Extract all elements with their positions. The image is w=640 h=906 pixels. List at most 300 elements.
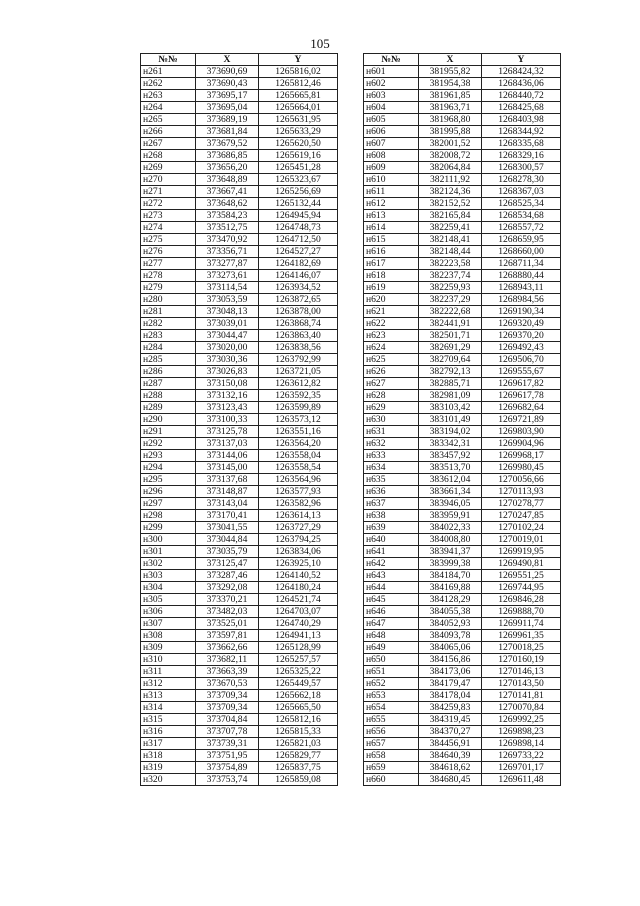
x-coordinate-cell: 383342,31 bbox=[419, 438, 482, 450]
y-coordinate-cell: 1263564,96 bbox=[259, 474, 338, 486]
y-coordinate-cell: 1263834,06 bbox=[259, 546, 338, 558]
point-number-cell: н298 bbox=[141, 510, 196, 522]
y-coordinate-cell: 1269980,45 bbox=[482, 462, 561, 474]
table-row bbox=[141, 390, 338, 402]
x-coordinate-cell: 382008,72 bbox=[419, 150, 482, 162]
point-number-cell: н627 bbox=[364, 378, 419, 390]
y-coordinate-cell: 1268329,16 bbox=[482, 150, 561, 162]
column-header-y: Y bbox=[482, 54, 561, 66]
point-number-cell: н637 bbox=[364, 498, 419, 510]
point-number-cell: н655 bbox=[364, 714, 419, 726]
x-coordinate-cell: 383101,49 bbox=[419, 414, 482, 426]
x-coordinate-cell: 373170,41 bbox=[196, 510, 259, 522]
x-coordinate-cell: 373053,59 bbox=[196, 294, 259, 306]
x-coordinate-cell: 373709,34 bbox=[196, 702, 259, 714]
table-row bbox=[141, 234, 338, 246]
x-coordinate-cell: 373686,85 bbox=[196, 150, 259, 162]
x-coordinate-cell: 383941,37 bbox=[419, 546, 482, 558]
table-row bbox=[364, 642, 561, 654]
column-header-number: №№ bbox=[141, 54, 196, 66]
x-coordinate-cell: 373020,00 bbox=[196, 342, 259, 354]
y-coordinate-cell: 1269888,70 bbox=[482, 606, 561, 618]
x-coordinate-cell: 384055,38 bbox=[419, 606, 482, 618]
table-row bbox=[141, 678, 338, 690]
table-row bbox=[141, 534, 338, 546]
y-coordinate-cell: 1268440,72 bbox=[482, 90, 561, 102]
point-number-cell: н274 bbox=[141, 222, 196, 234]
x-coordinate-cell: 373751,95 bbox=[196, 750, 259, 762]
table-row bbox=[364, 534, 561, 546]
column-header-number: №№ bbox=[364, 54, 419, 66]
y-coordinate-cell: 1270247,85 bbox=[482, 510, 561, 522]
x-coordinate-cell: 373030,36 bbox=[196, 354, 259, 366]
table-row bbox=[141, 474, 338, 486]
x-coordinate-cell: 381995,88 bbox=[419, 126, 482, 138]
point-number-cell: н262 bbox=[141, 78, 196, 90]
point-number-cell: н311 bbox=[141, 666, 196, 678]
y-coordinate-cell: 1269721,89 bbox=[482, 414, 561, 426]
x-coordinate-cell: 382222,68 bbox=[419, 306, 482, 318]
x-coordinate-cell: 383661,34 bbox=[419, 486, 482, 498]
table-row bbox=[364, 558, 561, 570]
point-number-cell: н657 bbox=[364, 738, 419, 750]
point-number-cell: н607 bbox=[364, 138, 419, 150]
x-coordinate-cell: 373287,46 bbox=[196, 570, 259, 582]
table-row bbox=[141, 498, 338, 510]
x-coordinate-cell: 382223,58 bbox=[419, 258, 482, 270]
point-number-cell: н652 bbox=[364, 678, 419, 690]
y-coordinate-cell: 1263868,74 bbox=[259, 318, 338, 330]
table-row bbox=[364, 318, 561, 330]
table-row bbox=[141, 582, 338, 594]
y-coordinate-cell: 1265449,57 bbox=[259, 678, 338, 690]
x-coordinate-cell: 384319,45 bbox=[419, 714, 482, 726]
y-coordinate-cell: 1263558,54 bbox=[259, 462, 338, 474]
x-coordinate-cell: 383513,70 bbox=[419, 462, 482, 474]
x-coordinate-cell: 373150,08 bbox=[196, 378, 259, 390]
table-row bbox=[141, 510, 338, 522]
x-coordinate-cell: 384184,70 bbox=[419, 570, 482, 582]
table-row bbox=[141, 702, 338, 714]
y-coordinate-cell: 1269701,17 bbox=[482, 762, 561, 774]
y-coordinate-cell: 1269961,35 bbox=[482, 630, 561, 642]
point-number-cell: н644 bbox=[364, 582, 419, 594]
point-number-cell: н306 bbox=[141, 606, 196, 618]
table-row bbox=[141, 642, 338, 654]
table-row bbox=[364, 606, 561, 618]
y-coordinate-cell: 1264527,27 bbox=[259, 246, 338, 258]
x-coordinate-cell: 373370,21 bbox=[196, 594, 259, 606]
y-coordinate-cell: 1270056,66 bbox=[482, 474, 561, 486]
x-coordinate-cell: 384173,06 bbox=[419, 666, 482, 678]
x-coordinate-cell: 381954,38 bbox=[419, 78, 482, 90]
y-coordinate-cell: 1263558,04 bbox=[259, 450, 338, 462]
y-coordinate-cell: 1265325,22 bbox=[259, 666, 338, 678]
y-coordinate-cell: 1265619,16 bbox=[259, 150, 338, 162]
table-row bbox=[141, 414, 338, 426]
table-row bbox=[141, 306, 338, 318]
point-number-cell: н272 bbox=[141, 198, 196, 210]
point-number-cell: н656 bbox=[364, 726, 419, 738]
table-row bbox=[364, 522, 561, 534]
table-row bbox=[364, 246, 561, 258]
table-row bbox=[141, 174, 338, 186]
y-coordinate-cell: 1268278,30 bbox=[482, 174, 561, 186]
table-row bbox=[141, 762, 338, 774]
point-number-cell: н313 bbox=[141, 690, 196, 702]
point-number-cell: н282 bbox=[141, 318, 196, 330]
point-number-cell: н613 bbox=[364, 210, 419, 222]
table-row bbox=[364, 294, 561, 306]
point-number-cell: н617 bbox=[364, 258, 419, 270]
point-number-cell: н308 bbox=[141, 630, 196, 642]
x-coordinate-cell: 373470,92 bbox=[196, 234, 259, 246]
table-row bbox=[141, 342, 338, 354]
point-number-cell: н284 bbox=[141, 342, 196, 354]
x-coordinate-cell: 373584,23 bbox=[196, 210, 259, 222]
table-row bbox=[364, 630, 561, 642]
table-row bbox=[141, 654, 338, 666]
point-number-cell: н305 bbox=[141, 594, 196, 606]
x-coordinate-cell: 373035,79 bbox=[196, 546, 259, 558]
x-coordinate-cell: 382124,36 bbox=[419, 186, 482, 198]
y-coordinate-cell: 1264945,94 bbox=[259, 210, 338, 222]
table-row bbox=[141, 162, 338, 174]
x-coordinate-cell: 384178,04 bbox=[419, 690, 482, 702]
x-coordinate-cell: 383103,42 bbox=[419, 402, 482, 414]
table-row bbox=[141, 666, 338, 678]
y-coordinate-cell: 1263838,56 bbox=[259, 342, 338, 354]
column-header-x: X bbox=[419, 54, 482, 66]
x-coordinate-cell: 382691,29 bbox=[419, 342, 482, 354]
point-number-cell: н301 bbox=[141, 546, 196, 558]
table-row bbox=[364, 342, 561, 354]
point-number-cell: н293 bbox=[141, 450, 196, 462]
x-coordinate-cell: 373670,53 bbox=[196, 678, 259, 690]
table-row bbox=[364, 570, 561, 582]
table-row bbox=[364, 66, 561, 78]
x-coordinate-cell: 373695,17 bbox=[196, 90, 259, 102]
point-number-cell: н658 bbox=[364, 750, 419, 762]
x-coordinate-cell: 373044,84 bbox=[196, 534, 259, 546]
y-coordinate-cell: 1264740,29 bbox=[259, 618, 338, 630]
point-number-cell: н268 bbox=[141, 150, 196, 162]
x-coordinate-cell: 373125,47 bbox=[196, 558, 259, 570]
x-coordinate-cell: 381961,85 bbox=[419, 90, 482, 102]
y-coordinate-cell: 1265620,50 bbox=[259, 138, 338, 150]
table-row bbox=[364, 750, 561, 762]
y-coordinate-cell: 1265812,16 bbox=[259, 714, 338, 726]
table-row bbox=[364, 366, 561, 378]
point-number-cell: н605 bbox=[364, 114, 419, 126]
x-coordinate-cell: 384456,91 bbox=[419, 738, 482, 750]
x-coordinate-cell: 382792,13 bbox=[419, 366, 482, 378]
point-number-cell: н291 bbox=[141, 426, 196, 438]
y-coordinate-cell: 1269968,17 bbox=[482, 450, 561, 462]
table-row bbox=[364, 114, 561, 126]
table-row bbox=[141, 378, 338, 390]
y-coordinate-cell: 1263863,40 bbox=[259, 330, 338, 342]
point-number-cell: н621 bbox=[364, 306, 419, 318]
table-row bbox=[141, 354, 338, 366]
x-coordinate-cell: 382259,93 bbox=[419, 282, 482, 294]
point-number-cell: н295 bbox=[141, 474, 196, 486]
table-row bbox=[364, 150, 561, 162]
x-coordinate-cell: 382885,71 bbox=[419, 378, 482, 390]
point-number-cell: н307 bbox=[141, 618, 196, 630]
table-row bbox=[364, 78, 561, 90]
table-header-row bbox=[141, 54, 338, 66]
point-number-cell: н297 bbox=[141, 498, 196, 510]
y-coordinate-cell: 1268403,98 bbox=[482, 114, 561, 126]
y-coordinate-cell: 1269904,96 bbox=[482, 438, 561, 450]
table-row bbox=[141, 66, 338, 78]
point-number-cell: н281 bbox=[141, 306, 196, 318]
x-coordinate-cell: 384179,47 bbox=[419, 678, 482, 690]
y-coordinate-cell: 1263792,99 bbox=[259, 354, 338, 366]
point-number-cell: н302 bbox=[141, 558, 196, 570]
x-coordinate-cell: 373125,78 bbox=[196, 426, 259, 438]
table-row bbox=[364, 474, 561, 486]
table-row bbox=[364, 138, 561, 150]
x-coordinate-cell: 382111,92 bbox=[419, 174, 482, 186]
point-number-cell: н609 bbox=[364, 162, 419, 174]
table-row bbox=[141, 198, 338, 210]
x-coordinate-cell: 382237,29 bbox=[419, 294, 482, 306]
table-row bbox=[364, 174, 561, 186]
table-row bbox=[364, 102, 561, 114]
x-coordinate-cell: 373143,04 bbox=[196, 498, 259, 510]
table-row bbox=[364, 726, 561, 738]
point-number-cell: н615 bbox=[364, 234, 419, 246]
point-number-cell: н608 bbox=[364, 150, 419, 162]
y-coordinate-cell: 1263564,20 bbox=[259, 438, 338, 450]
table-row bbox=[364, 90, 561, 102]
x-coordinate-cell: 373709,34 bbox=[196, 690, 259, 702]
point-number-cell: н618 bbox=[364, 270, 419, 282]
x-coordinate-cell: 381955,82 bbox=[419, 66, 482, 78]
point-number-cell: н300 bbox=[141, 534, 196, 546]
point-number-cell: н633 bbox=[364, 450, 419, 462]
column-header-y: Y bbox=[259, 54, 338, 66]
x-coordinate-cell: 373145,00 bbox=[196, 462, 259, 474]
x-coordinate-cell: 384156,86 bbox=[419, 654, 482, 666]
x-coordinate-cell: 373041,55 bbox=[196, 522, 259, 534]
point-number-cell: н653 bbox=[364, 690, 419, 702]
table-row bbox=[364, 714, 561, 726]
y-coordinate-cell: 1268660,00 bbox=[482, 246, 561, 258]
point-number-cell: н638 bbox=[364, 510, 419, 522]
table-row bbox=[141, 318, 338, 330]
point-number-cell: н278 bbox=[141, 270, 196, 282]
point-number-cell: н287 bbox=[141, 378, 196, 390]
table-row bbox=[364, 582, 561, 594]
y-coordinate-cell: 1268367,03 bbox=[482, 186, 561, 198]
point-number-cell: н316 bbox=[141, 726, 196, 738]
x-coordinate-cell: 382501,71 bbox=[419, 330, 482, 342]
table-row bbox=[364, 438, 561, 450]
table-row bbox=[141, 114, 338, 126]
y-coordinate-cell: 1269555,67 bbox=[482, 366, 561, 378]
y-coordinate-cell: 1263577,93 bbox=[259, 486, 338, 498]
point-number-cell: н269 bbox=[141, 162, 196, 174]
point-number-cell: н660 bbox=[364, 774, 419, 786]
point-number-cell: н271 bbox=[141, 186, 196, 198]
y-coordinate-cell: 1270160,19 bbox=[482, 654, 561, 666]
x-coordinate-cell: 373597,81 bbox=[196, 630, 259, 642]
point-number-cell: н273 bbox=[141, 210, 196, 222]
x-coordinate-cell: 373292,08 bbox=[196, 582, 259, 594]
x-coordinate-cell: 373690,69 bbox=[196, 66, 259, 78]
table-row bbox=[141, 570, 338, 582]
x-coordinate-cell: 382064,84 bbox=[419, 162, 482, 174]
point-number-cell: н610 bbox=[364, 174, 419, 186]
table-row bbox=[141, 258, 338, 270]
x-coordinate-cell: 373144,06 bbox=[196, 450, 259, 462]
point-number-cell: н299 bbox=[141, 522, 196, 534]
y-coordinate-cell: 1264941,13 bbox=[259, 630, 338, 642]
y-coordinate-cell: 1263599,89 bbox=[259, 402, 338, 414]
point-number-cell: н294 bbox=[141, 462, 196, 474]
point-number-cell: н318 bbox=[141, 750, 196, 762]
x-coordinate-cell: 382001,52 bbox=[419, 138, 482, 150]
point-number-cell: н635 bbox=[364, 474, 419, 486]
x-coordinate-cell: 373026,83 bbox=[196, 366, 259, 378]
x-coordinate-cell: 373754,89 bbox=[196, 762, 259, 774]
point-number-cell: н645 bbox=[364, 594, 419, 606]
point-number-cell: н310 bbox=[141, 654, 196, 666]
table-row bbox=[364, 702, 561, 714]
table-header-row bbox=[364, 54, 561, 66]
point-number-cell: н286 bbox=[141, 366, 196, 378]
y-coordinate-cell: 1265664,01 bbox=[259, 102, 338, 114]
table-row bbox=[364, 678, 561, 690]
y-coordinate-cell: 1263612,82 bbox=[259, 378, 338, 390]
point-number-cell: н606 bbox=[364, 126, 419, 138]
point-number-cell: н611 bbox=[364, 186, 419, 198]
table-row bbox=[364, 258, 561, 270]
y-coordinate-cell: 1268425,68 bbox=[482, 102, 561, 114]
point-number-cell: н315 bbox=[141, 714, 196, 726]
point-number-cell: н292 bbox=[141, 438, 196, 450]
x-coordinate-cell: 384169,88 bbox=[419, 582, 482, 594]
x-coordinate-cell: 384008,80 bbox=[419, 534, 482, 546]
y-coordinate-cell: 1268984,56 bbox=[482, 294, 561, 306]
table-row bbox=[364, 198, 561, 210]
y-coordinate-cell: 1269744,95 bbox=[482, 582, 561, 594]
point-number-cell: н630 bbox=[364, 414, 419, 426]
table-row bbox=[141, 714, 338, 726]
point-number-cell: н303 bbox=[141, 570, 196, 582]
point-number-cell: н604 bbox=[364, 102, 419, 114]
y-coordinate-cell: 1269733,22 bbox=[482, 750, 561, 762]
point-number-cell: н309 bbox=[141, 642, 196, 654]
x-coordinate-cell: 373100,33 bbox=[196, 414, 259, 426]
y-coordinate-cell: 1265829,77 bbox=[259, 750, 338, 762]
x-coordinate-cell: 373273,61 bbox=[196, 270, 259, 282]
point-number-cell: н317 bbox=[141, 738, 196, 750]
table-row bbox=[141, 426, 338, 438]
y-coordinate-cell: 1270113,93 bbox=[482, 486, 561, 498]
table-row bbox=[141, 102, 338, 114]
point-number-cell: н654 bbox=[364, 702, 419, 714]
table-row bbox=[141, 546, 338, 558]
y-coordinate-cell: 1269919,95 bbox=[482, 546, 561, 558]
x-coordinate-cell: 373482,03 bbox=[196, 606, 259, 618]
y-coordinate-cell: 1269617,78 bbox=[482, 390, 561, 402]
point-number-cell: н319 bbox=[141, 762, 196, 774]
point-number-cell: н320 bbox=[141, 774, 196, 786]
x-coordinate-cell: 373044,47 bbox=[196, 330, 259, 342]
table-row bbox=[141, 210, 338, 222]
table-row bbox=[364, 666, 561, 678]
table-row bbox=[141, 270, 338, 282]
y-coordinate-cell: 1269492,43 bbox=[482, 342, 561, 354]
point-number-cell: н636 bbox=[364, 486, 419, 498]
point-number-cell: н641 bbox=[364, 546, 419, 558]
table-row bbox=[364, 486, 561, 498]
x-coordinate-cell: 373682,11 bbox=[196, 654, 259, 666]
y-coordinate-cell: 1265451,28 bbox=[259, 162, 338, 174]
y-coordinate-cell: 1265816,02 bbox=[259, 66, 338, 78]
y-coordinate-cell: 1263582,96 bbox=[259, 498, 338, 510]
y-coordinate-cell: 1265257,57 bbox=[259, 654, 338, 666]
y-coordinate-cell: 1265662,18 bbox=[259, 690, 338, 702]
table-row bbox=[141, 558, 338, 570]
y-coordinate-cell: 1268436,06 bbox=[482, 78, 561, 90]
table-row bbox=[364, 426, 561, 438]
x-coordinate-cell: 384370,27 bbox=[419, 726, 482, 738]
y-coordinate-cell: 1264712,50 bbox=[259, 234, 338, 246]
table-row bbox=[364, 282, 561, 294]
y-coordinate-cell: 1269190,34 bbox=[482, 306, 561, 318]
y-coordinate-cell: 1265256,69 bbox=[259, 186, 338, 198]
point-number-cell: н276 bbox=[141, 246, 196, 258]
y-coordinate-cell: 1268534,68 bbox=[482, 210, 561, 222]
point-number-cell: н650 bbox=[364, 654, 419, 666]
table-row bbox=[141, 690, 338, 702]
x-coordinate-cell: 382259,41 bbox=[419, 222, 482, 234]
x-coordinate-cell: 373132,16 bbox=[196, 390, 259, 402]
x-coordinate-cell: 373679,52 bbox=[196, 138, 259, 150]
y-coordinate-cell: 1269617,82 bbox=[482, 378, 561, 390]
table-row bbox=[141, 462, 338, 474]
x-coordinate-cell: 373039,01 bbox=[196, 318, 259, 330]
y-coordinate-cell: 1269898,14 bbox=[482, 738, 561, 750]
y-coordinate-cell: 1265128,99 bbox=[259, 642, 338, 654]
point-number-cell: н649 bbox=[364, 642, 419, 654]
point-number-cell: н648 bbox=[364, 630, 419, 642]
point-number-cell: н616 bbox=[364, 246, 419, 258]
y-coordinate-cell: 1265665,81 bbox=[259, 90, 338, 102]
table-row bbox=[364, 390, 561, 402]
table-row bbox=[141, 246, 338, 258]
table-row bbox=[364, 774, 561, 786]
point-number-cell: н624 bbox=[364, 342, 419, 354]
point-number-cell: н270 bbox=[141, 174, 196, 186]
table-row bbox=[364, 546, 561, 558]
x-coordinate-cell: 384618,62 bbox=[419, 762, 482, 774]
table-row bbox=[364, 270, 561, 282]
y-coordinate-cell: 1270143,50 bbox=[482, 678, 561, 690]
y-coordinate-cell: 1268424,32 bbox=[482, 66, 561, 78]
x-coordinate-cell: 373663,39 bbox=[196, 666, 259, 678]
point-number-cell: н632 bbox=[364, 438, 419, 450]
y-coordinate-cell: 1268943,11 bbox=[482, 282, 561, 294]
x-coordinate-cell: 382237,74 bbox=[419, 270, 482, 282]
x-coordinate-cell: 373137,68 bbox=[196, 474, 259, 486]
y-coordinate-cell: 1269898,23 bbox=[482, 726, 561, 738]
